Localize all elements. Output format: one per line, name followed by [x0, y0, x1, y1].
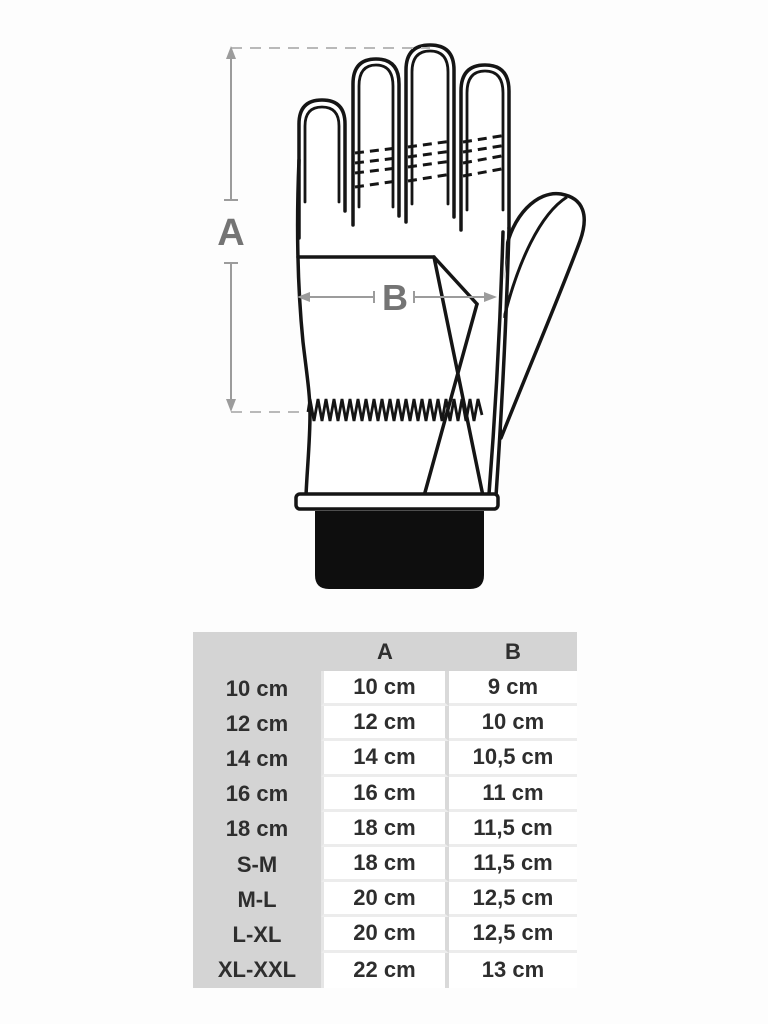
arrow-down-icon [226, 399, 236, 412]
value-a: 18 cm [321, 847, 449, 882]
value-b: 10 cm [449, 706, 577, 741]
value-b: 10,5 cm [449, 741, 577, 776]
size-label: 12 cm [225, 710, 289, 736]
table-header-a: A [377, 638, 393, 664]
value-b: 11 cm [449, 777, 577, 812]
value-b: 11,5 cm [449, 812, 577, 847]
size-label: M-L [237, 886, 277, 912]
value-b: 11,5 cm [449, 847, 577, 882]
size-label: 16 cm [225, 781, 289, 807]
value-a: 16 cm [321, 777, 449, 812]
table-header-size [193, 632, 321, 671]
glove-fingers [299, 45, 509, 238]
glove-cuff [315, 511, 484, 589]
dimension-a-label: A [217, 212, 245, 254]
value-b: 13 cm [449, 953, 577, 988]
glove-thumb [499, 194, 585, 438]
value-a: 14 cm [321, 741, 449, 776]
value-a: 18 cm [321, 812, 449, 847]
value-a: 10 cm [321, 671, 449, 706]
size-label: L-XL [232, 921, 282, 947]
size-label: XL-XXL [217, 957, 297, 983]
dimension-b-label: B [382, 277, 408, 318]
value-a: 12 cm [321, 706, 449, 741]
value-b: 12,5 cm [449, 882, 577, 917]
size-label: 10 cm [225, 675, 289, 701]
value-a: 20 cm [321, 882, 449, 917]
value-a: 20 cm [321, 917, 449, 952]
value-a: 22 cm [321, 953, 449, 988]
size-table [193, 632, 577, 988]
size-label: 18 cm [225, 816, 289, 842]
size-label: S-M [236, 851, 278, 877]
value-b: 9 cm [449, 671, 577, 706]
glove-wrist-trim [296, 494, 498, 509]
table-header-b: B [505, 638, 521, 664]
size-label: 14 cm [225, 745, 289, 771]
value-b: 12,5 cm [449, 917, 577, 952]
